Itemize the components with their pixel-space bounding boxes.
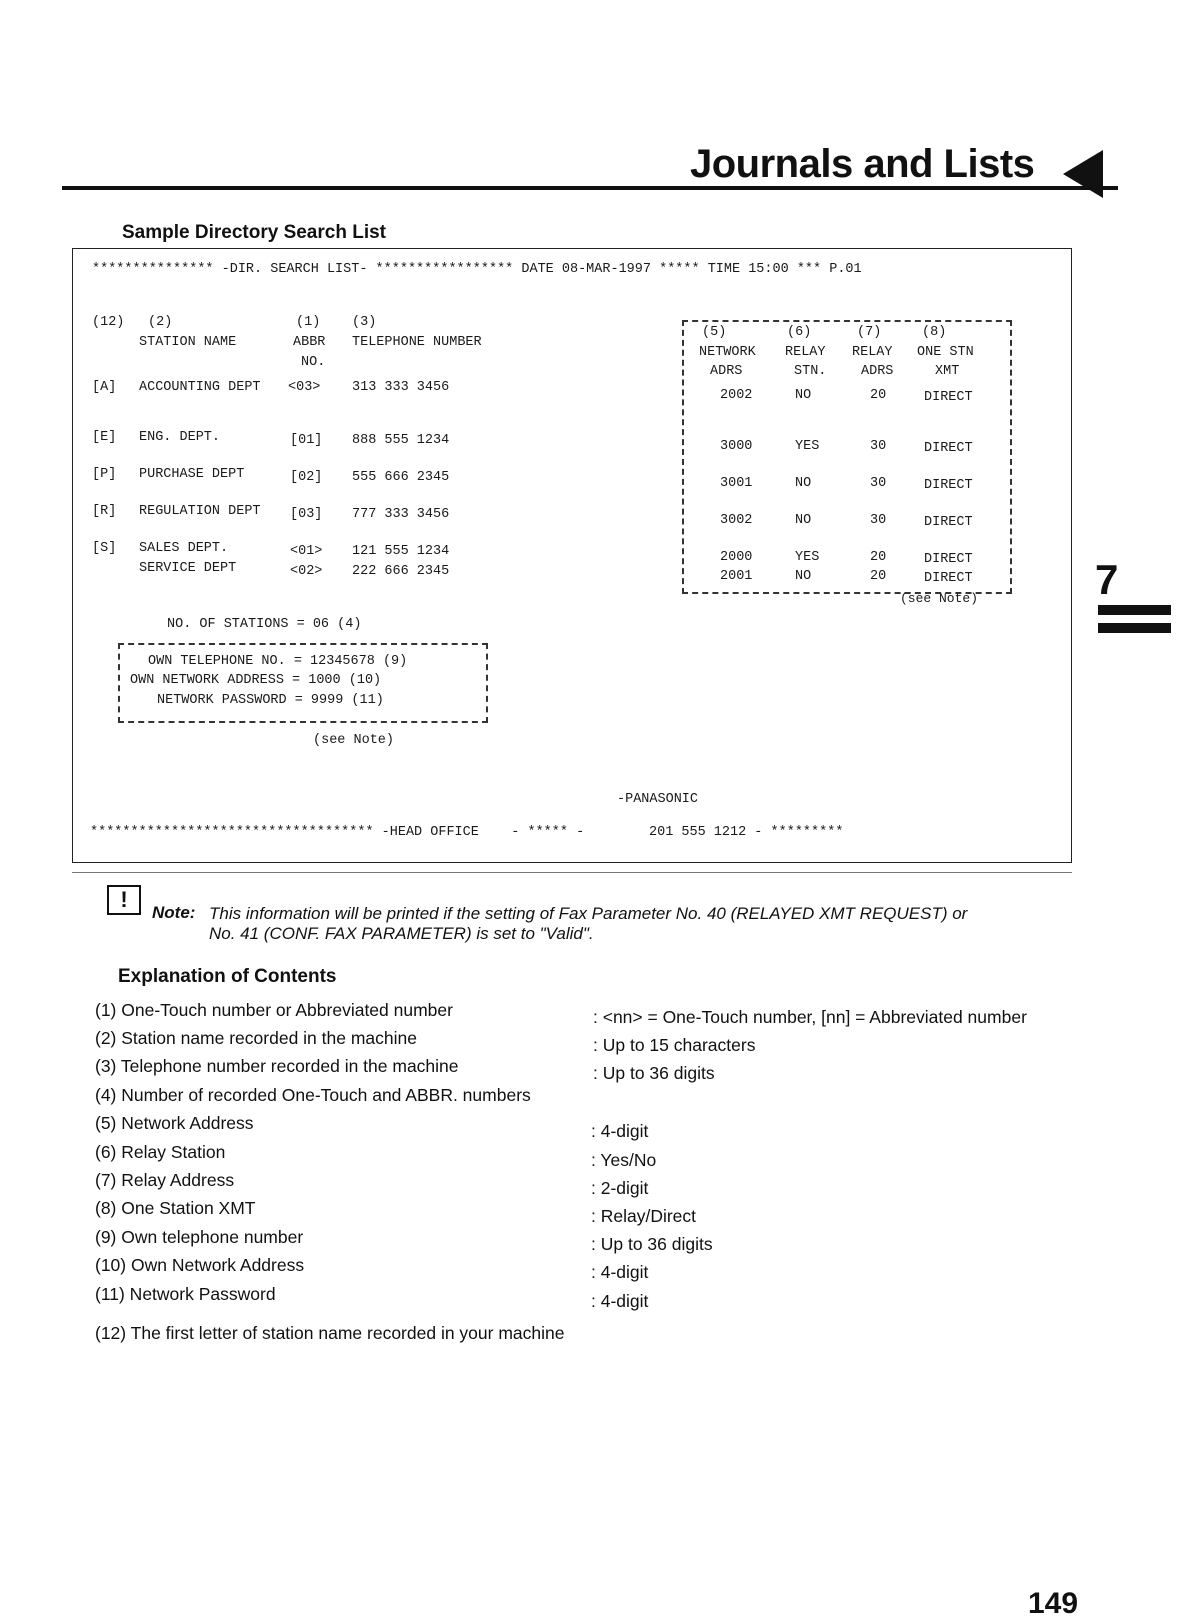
relay-adrs-sub-header: ADRS — [861, 364, 894, 379]
col-label-8: (8) — [922, 325, 947, 340]
network-adrs-header: ADRS — [710, 364, 743, 379]
telephone-number: 888 555 1234 — [352, 433, 450, 448]
relay-stn-header: RELAY — [785, 345, 826, 360]
explanation-item: (11) Network Password — [95, 1284, 276, 1304]
own-info-see-note: (see Note) — [313, 733, 395, 748]
col-label-2: (2) — [148, 315, 173, 330]
col-label-3: (3) — [352, 315, 377, 330]
relay-address: 20 — [870, 550, 887, 565]
one-station-xmt: DIRECT — [924, 478, 973, 493]
explanation-value: : 4-digit — [591, 1291, 649, 1311]
chapter-tab-bar — [1098, 623, 1171, 633]
own-telephone-number: OWN TELEPHONE NO. = 12345678 (9) — [148, 654, 408, 669]
explanation-value: : <nn> = One-Touch number, [nn] = Abbreviated number — [593, 1007, 1027, 1027]
relay-station: NO — [795, 569, 812, 584]
row-letter: [P] — [92, 467, 117, 482]
own-network-address: OWN NETWORK ADDRESS = 1000 (10) — [130, 673, 382, 688]
page-number: 149 — [1028, 1587, 1079, 1620]
explanation-item: (9) Own telephone number — [95, 1227, 304, 1247]
explanation-title: Explanation of Contents — [118, 966, 337, 987]
col-label-5: (5) — [702, 325, 727, 340]
relay-stn-sub-header: STN. — [794, 364, 827, 379]
telephone-number: 777 333 3456 — [352, 507, 450, 522]
network-adrs: 3001 — [720, 476, 753, 491]
company-name: -PANASONIC — [617, 792, 699, 807]
note-text-line-2: No. 41 (CONF. FAX PARAMETER) is set to "Valid". — [209, 924, 594, 943]
row-letter: [R] — [92, 504, 117, 519]
station-name: ACCOUNTING DEPT — [139, 380, 261, 395]
one-station-xmt: DIRECT — [924, 552, 973, 567]
one-station-xmt: DIRECT — [924, 571, 973, 586]
section-arrow-icon — [1063, 150, 1103, 198]
one-station-xmt: DIRECT — [924, 515, 973, 530]
explanation-item: (6) Relay Station — [95, 1142, 226, 1162]
row-letter: [S] — [92, 541, 117, 556]
telephone-number: 555 666 2345 — [352, 470, 450, 485]
explanation-value: : 2-digit — [591, 1178, 649, 1198]
col-label-12: (12) — [92, 315, 125, 330]
abbr-no-header: NO. — [301, 355, 326, 370]
stations-count: NO. OF STATIONS = 06 (4) — [167, 617, 362, 632]
abbr-number: [01] — [290, 433, 323, 448]
relay-address: 20 — [870, 569, 887, 584]
one-stn-header: ONE STN — [917, 345, 974, 360]
abbr-number: <03> — [288, 380, 321, 395]
station-name: PURCHASE DEPT — [139, 467, 245, 482]
one-station-xmt: DIRECT — [924, 390, 973, 405]
station-name: SERVICE DEPT — [139, 561, 237, 576]
report-header-line: *************** -DIR. SEARCH LIST- ***************** DATE 08-MAR-1997 ***** TIME 15:00 *** P.01 — [92, 262, 862, 277]
telephone-number: 121 555 1234 — [352, 544, 450, 559]
explanation-value: : Up to 15 characters — [593, 1035, 756, 1055]
relay-address: 30 — [870, 513, 887, 528]
station-name: REGULATION DEPT — [139, 504, 261, 519]
station-name: SALES DEPT. — [139, 541, 229, 556]
network-header: NETWORK — [699, 345, 756, 360]
col-label-6: (6) — [787, 325, 812, 340]
explanation-item: (12) The first letter of station name recorded in your machine — [95, 1323, 565, 1343]
relay-address: 20 — [870, 388, 887, 403]
network-adrs: 3002 — [720, 513, 753, 528]
row-letter: [E] — [92, 430, 117, 445]
explanation-item: (3) Telephone number recorded in the machine — [95, 1056, 459, 1076]
one-station-xmt: DIRECT — [924, 441, 973, 456]
printout-edge — [72, 872, 1072, 873]
network-adrs: 2000 — [720, 550, 753, 565]
chapter-tab-bar — [1098, 605, 1171, 615]
network-adrs: 2002 — [720, 388, 753, 403]
network-see-note: (see Note) — [900, 591, 979, 606]
chapter-tab-number: 7 — [1095, 556, 1119, 603]
relay-adrs-header: RELAY — [852, 345, 893, 360]
relay-station: NO — [795, 388, 812, 403]
network-password: NETWORK PASSWORD = 9999 (11) — [157, 693, 384, 708]
abbr-number: [03] — [290, 507, 323, 522]
explanation-value: : 4-digit — [591, 1121, 649, 1141]
relay-station: NO — [795, 513, 812, 528]
note-label: Note: — [152, 903, 196, 922]
telephone-number: 313 333 3456 — [352, 380, 450, 395]
explanation-value: : Yes/No — [591, 1150, 657, 1170]
abbr-number: [02] — [290, 470, 323, 485]
station-name-header: STATION NAME — [139, 335, 237, 350]
explanation-value: : Relay/Direct — [591, 1206, 697, 1226]
note-icon: ! — [107, 885, 141, 915]
explanation-item: (2) Station name recorded in the machine — [95, 1028, 417, 1048]
network-adrs: 3000 — [720, 439, 753, 454]
col-label-7: (7) — [857, 325, 882, 340]
station-name: ENG. DEPT. — [139, 430, 221, 445]
relay-station: YES — [795, 550, 820, 565]
relay-station: NO — [795, 476, 812, 491]
relay-address: 30 — [870, 476, 887, 491]
explanation-item: (1) One-Touch number or Abbreviated number — [95, 1000, 453, 1020]
abbr-number: <02> — [290, 564, 323, 579]
explanation-value: : Up to 36 digits — [591, 1234, 713, 1254]
network-adrs: 2001 — [720, 569, 753, 584]
explanation-item: (5) Network Address — [95, 1113, 254, 1133]
relay-address: 30 — [870, 439, 887, 454]
explanation-value: : 4-digit — [591, 1262, 649, 1282]
telephone-number: 222 666 2345 — [352, 564, 450, 579]
section-title: Sample Directory Search List — [122, 222, 386, 243]
col-label-1: (1) — [296, 315, 321, 330]
explanation-value: : Up to 36 digits — [593, 1063, 715, 1083]
page-header-title: Journals and Lists — [690, 142, 1035, 186]
explanation-item: (7) Relay Address — [95, 1170, 235, 1190]
header-divider — [62, 186, 1118, 190]
abbr-header: ABBR — [293, 335, 326, 350]
explanation-item: (4) Number of recorded One-Touch and ABBR. numbers — [95, 1085, 531, 1105]
xmt-header: XMT — [935, 364, 960, 379]
explanation-item: (10) Own Network Address — [95, 1255, 305, 1275]
row-letter: [A] — [92, 380, 117, 395]
report-footer-line: *********************************** -HEAD OFFICE - ***** - 201 555 1212 - ********* — [90, 825, 844, 840]
explanation-item: (8) One Station XMT — [95, 1198, 256, 1218]
telephone-header: TELEPHONE NUMBER — [352, 335, 482, 350]
relay-station: YES — [795, 439, 820, 454]
abbr-number: <01> — [290, 544, 323, 559]
note-text-line-1: This information will be printed if the setting of Fax Parameter No. 40 (RELAYED XMT REQUEST) or — [209, 904, 968, 923]
